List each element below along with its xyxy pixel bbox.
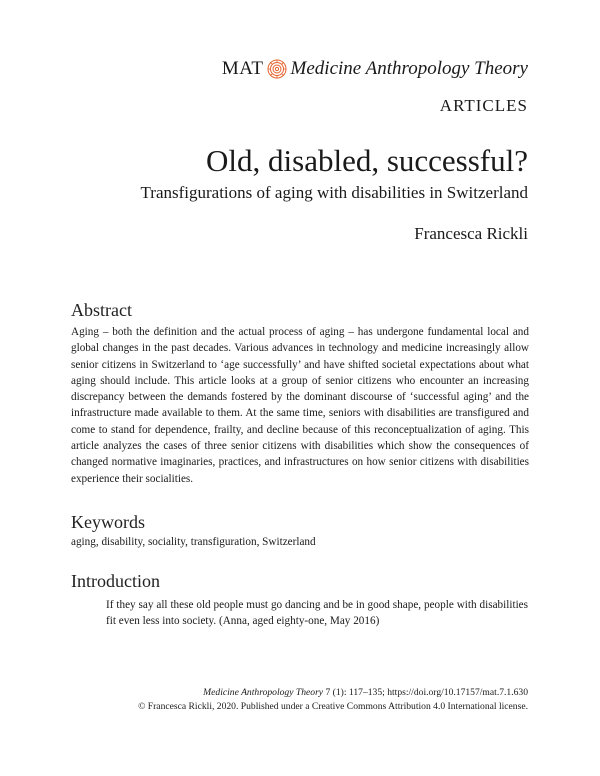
abstract-heading: Abstract (71, 300, 132, 320)
section-label: ARTICLES (439, 96, 528, 115)
footer-journal-name: Medicine Anthropology Theory (203, 687, 324, 698)
concentric-circle-logo-icon (267, 59, 287, 79)
introduction-heading: Introduction (71, 571, 160, 591)
journal-masthead (222, 58, 528, 80)
footer-citation-doi: 7 (1): 117–135; https://doi.org/10.17157/mat.7.1.630 (323, 687, 528, 698)
introduction-epigraph-quote: If they say all these old people must go dancing and be in good shape, people with disabilities fit even less into society. (Anna, aged eighty-one, May 2016) (106, 599, 528, 628)
keywords-text: aging, disability, sociality, transfiguration, Switzerland (71, 536, 316, 548)
article-author: Francesca Rickli (414, 224, 528, 243)
journal-acronym: MAT (221, 58, 264, 79)
footer-citation (203, 687, 528, 698)
keywords-heading: Keywords (71, 512, 145, 532)
article-subtitle: Transfigurations of aging with disabilities in Switzerland (140, 183, 528, 202)
article-title: Old, disabled, successful? (206, 143, 528, 178)
abstract-text: Aging – both the definition and the actual process of aging – has undergone fundamental local and global changes in the past decades. Various advances in technology and medicine increasingly allow senior citizens in Switzerland to ‘age successfully’ and have shifted societal expectations about what aging should include. This article looks at a group of senior citizens who encounter an increasing discrepancy between the demands fostered by the dominant discourse of ‘successful aging’ and the infrastructure made available to them. At the same time, seniors with disabilities are transfigured and come to stand for dependence, frailty, and decline because of this reconceptualization of aging. This article analyzes the cases of three senior citizens with disabilities which show the consequences of changed normative imaginaries, practices, and infrastructures on how senior citizens with disabilities experience their socialities. (71, 326, 529, 485)
journal-name: Medicine Anthropology Theory (290, 58, 528, 79)
footer-license: © Francesca Rickli, 2020. Published under a Creative Commons Attribution 4.0 International license. (138, 701, 528, 712)
